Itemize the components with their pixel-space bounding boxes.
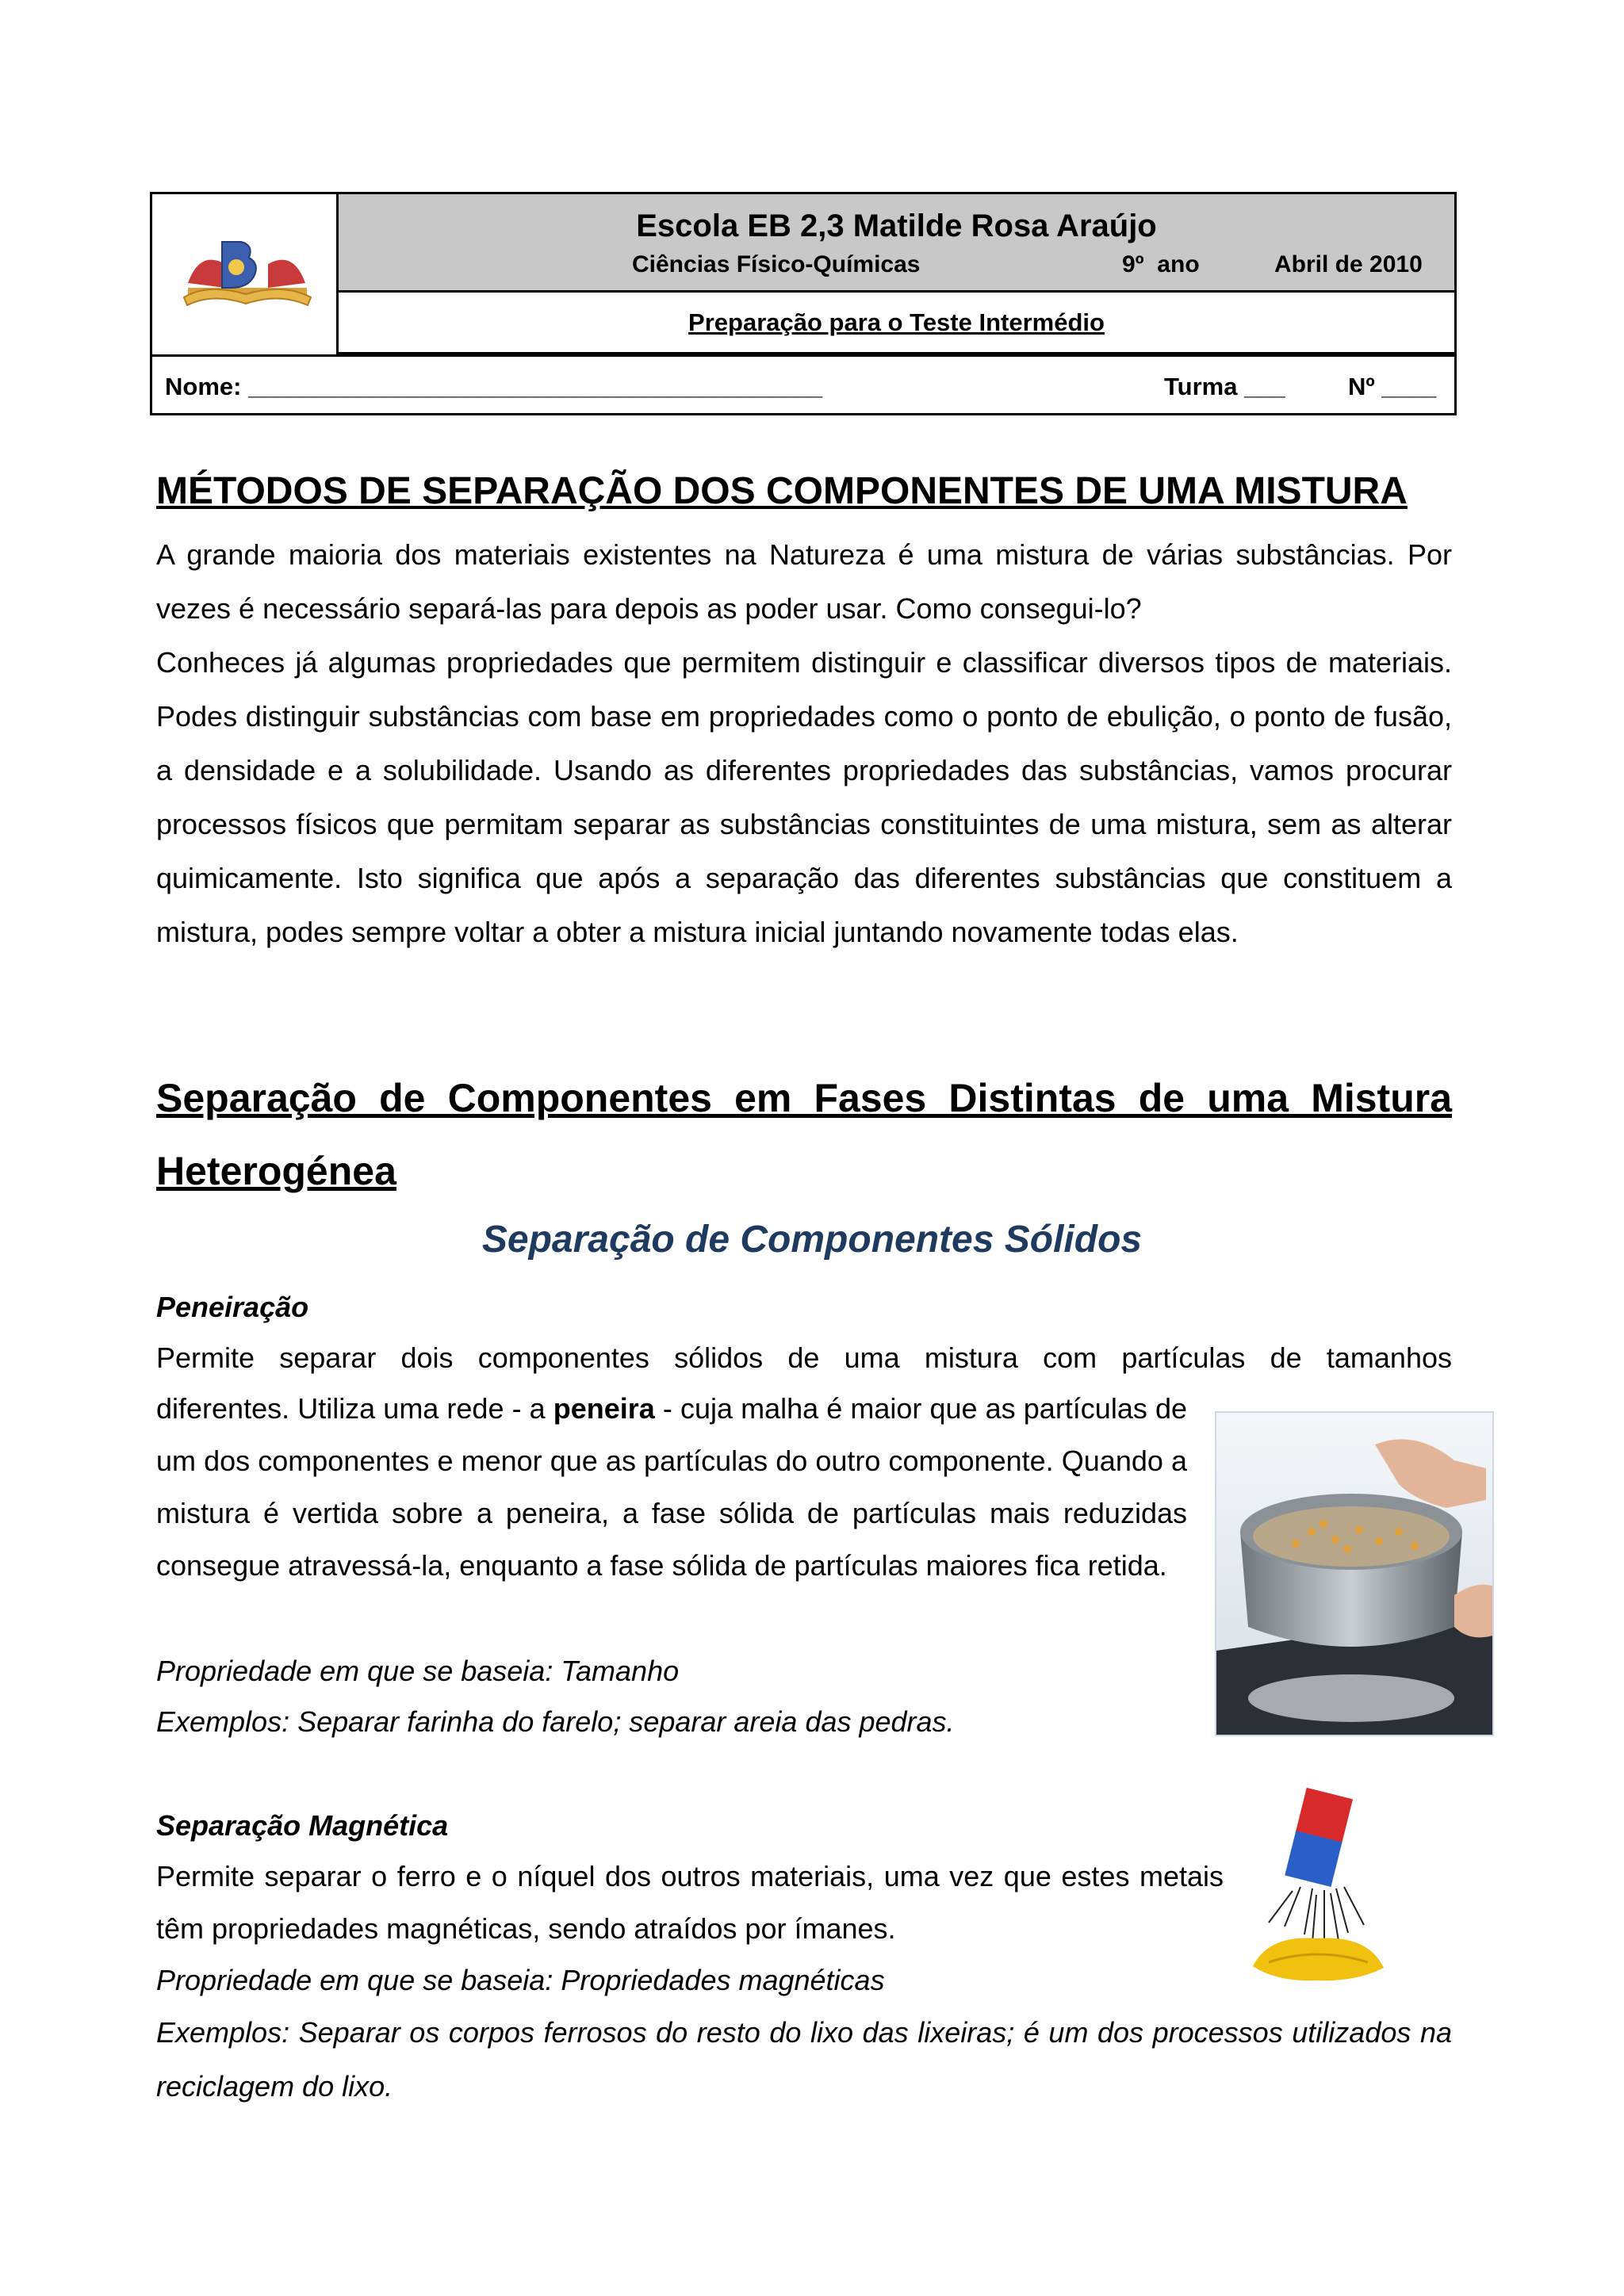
solid-components-subtitle: Separação de Componentes Sólidos [481, 1219, 1143, 1261]
section-title: MÉTODOS DE SEPARAÇÃO DOS COMPONENTES DE UMA MISTURA [156, 470, 1408, 512]
peneiracao-property: Propriedade em que se baseia: Tamanho [156, 1655, 680, 1687]
sieve-image-icon [1216, 1413, 1494, 1736]
header-table [150, 192, 1457, 415]
magnet-icon [1237, 1784, 1396, 1990]
student-info-row [152, 354, 1454, 413]
peneira-term: peneira [553, 1392, 655, 1425]
logo-cell [152, 194, 339, 354]
peneiracao-examples: Exemplos: Separar farinha do farelo; separar areia das pedras. [156, 1705, 955, 1738]
school-logo-icon [152, 194, 339, 354]
peneiracao-text-after: - cuja malha é maior que as partículas de um dos componentes e menor que as partículas do outro componente. Quando a mistura é vertida sobre a peneira, a fase sólida de partículas mais reduzidas consegue atravessá-la, enquanto a fase sólida de partículas maiores fica retida. [156, 1392, 1187, 1582]
intro-paragraph-2: Conheces já algumas propriedades que permitem distinguir e classificar diversos tipos de materiais. Podes distinguir substâncias com base em propriedades como o ponto de ebulição, o ponto de fusão, a densidade e a solubilidade. Usando as diferentes propriedades das substâncias, vamos procurar processos físicos que permitam separar as substâncias constituintes de uma mistura, sem as alterar quimicamente. Isto significa que após a separação das diferentes substâncias que constituem a mistura, podes sempre voltar a obter a mistura inicial juntando novamente todas elas. [156, 646, 1452, 948]
magnetica-title: Separação Magnética [156, 1809, 449, 1842]
magnetica-examples: Exemplos: Separar os corpos ferrosos do resto do lixo das lixeiras; é um dos processos utilizados na reciclagem do lixo. [156, 2016, 1452, 2103]
peneiracao-line1: Permite separar dois componentes sólidos de uma mistura com partículas de tamanhos [156, 1341, 1452, 1374]
magnetica-description: Permite separar o ferro e o níquel dos outros materiais, uma vez que estes metais têm propriedades magnéticas, sendo atraídos por ímanes. [156, 1860, 1224, 1945]
school-name: Escola EB 2,3 Matilde Rosa Araújo [636, 209, 1157, 243]
section2-title-line1: Separação de Componentes em Fases Distintas de uma Mistura [156, 1076, 1452, 1120]
test-subtitle: Preparação para o Teste Intermédio [688, 308, 1105, 336]
peneiracao-description [156, 1383, 1187, 1592]
peneiracao-text-before: diferentes. Utiliza uma rede - a [156, 1392, 553, 1425]
title-cell [339, 194, 1454, 293]
numero-field[interactable]: Nº ____ [1348, 373, 1437, 400]
magnetica-property: Propriedade em que se baseia: Propriedades magnéticas [156, 1964, 885, 1996]
name-field[interactable]: Nome: __________________________________________ [165, 373, 823, 400]
subject-label: Ciências Físico-Químicas [632, 251, 921, 277]
turma-field[interactable]: Turma ___ [1164, 373, 1285, 400]
grade-label: 9º ano [1122, 251, 1200, 277]
date-label: Abril de 2010 [1274, 251, 1423, 277]
subtitle-cell [339, 293, 1454, 354]
sieve-photo [1215, 1411, 1494, 1736]
magnet-illustration [1237, 1784, 1396, 1990]
intro-paragraph-1: A grande maioria dos materiais existentes na Natureza é uma mistura de várias substâncias. Por vezes é necessário separá-las para depois as poder usar. Como consegui-lo? [156, 538, 1452, 625]
peneiracao-title: Peneiração [156, 1291, 309, 1323]
section2-title-line2: Heterogénea [156, 1149, 396, 1193]
